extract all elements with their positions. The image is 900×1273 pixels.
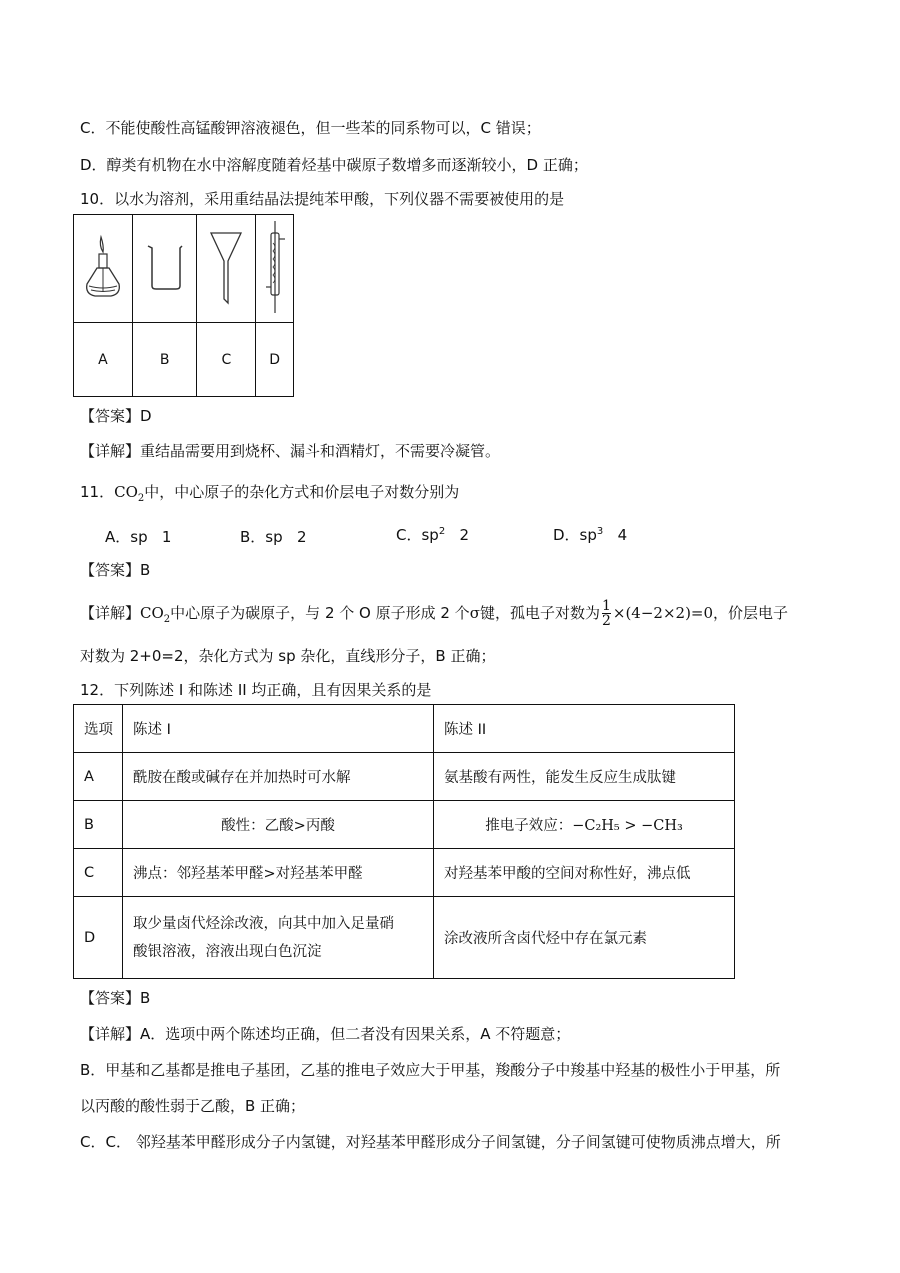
instrument-cell-b	[132, 215, 197, 323]
table-header-row	[74, 705, 735, 753]
instrument-label: A	[74, 323, 133, 397]
alcohol-lamp-icon	[81, 232, 125, 302]
table-row	[74, 897, 735, 979]
explanation-11: 【详解】$CO_2$中心原子为碳原子，与 2 个 O 原子形成 2 个σ键，孤电子对数为 $\frac{1}{2}$ ×(4−2×2)=0，价层电子	[80, 598, 789, 629]
instrument-table	[73, 214, 294, 397]
option-b: B．sp 2	[240, 528, 307, 546]
table-row	[74, 849, 735, 897]
answer-11: 【答案】B	[80, 561, 151, 579]
fraction: $\frac{1}{2}$	[601, 598, 611, 629]
answer-10: 【答案】D	[80, 407, 152, 425]
statement-1-cell: 酸性：乙酸>丙酸	[123, 801, 434, 849]
question-12: 12．下列陈述 I 和陈述 II 均正确，且有因果关系的是	[80, 681, 432, 699]
option-cell: B	[74, 801, 123, 849]
instrument-label: D	[256, 323, 294, 397]
statement-2-cell: 氨基酸有两性，能发生反应生成肽键	[434, 753, 735, 801]
option-cell: A	[74, 753, 123, 801]
explanation-11-cont: 对数为 2+0=2，杂化方式为 sp 杂化，直线形分子，B 正确；	[80, 647, 496, 665]
table-row	[74, 801, 735, 849]
text-line: C．不能使酸性高锰酸钾溶液褪色，但一些苯的同系物可以，C 错误；	[80, 119, 541, 137]
option-cell: C	[74, 849, 123, 897]
instrument-cell-d	[256, 215, 294, 323]
statement-1-cell: 取少量卤代烃涂改液，向其中加入足量硝 酸银溶液，溶液出现白色沉淀	[123, 897, 434, 979]
instrument-cell-c	[197, 215, 256, 323]
option-a: A．sp 1	[105, 528, 172, 546]
table-row	[74, 753, 735, 801]
explanation-10: 【详解】重结晶需要用到烧杯、漏斗和酒精灯，不需要冷凝管。	[80, 442, 501, 460]
option-d: D．$sp^3$ 4	[553, 526, 628, 544]
explanation-12-b: B．甲基和乙基都是推电子基团，乙基的推电子效应大于甲基，羧酸分子中羧基中羟基的极性小于甲基，所	[80, 1061, 781, 1079]
condenser-icon	[263, 219, 287, 315]
explanation-12-c: C．C． 邻羟基苯甲醛形成分子内氢键，对羟基苯甲醛形成分子间氢键，分子间氢键可使物质沸点增大，所	[80, 1133, 781, 1151]
header-cell: 陈述 I	[123, 705, 434, 753]
option-cell: D	[74, 897, 123, 979]
statement-1-cell: 沸点：邻羟基苯甲醛>对羟基苯甲醛	[123, 849, 434, 897]
answer-12: 【答案】B	[80, 989, 151, 1007]
statement-2-cell: 推电子效应：−C₂H₅ > −CH₃	[434, 801, 735, 849]
explanation-12-a: 【详解】A．选项中两个陈述均正确，但二者没有因果关系，A 不符题意；	[80, 1025, 571, 1043]
question-11: 11．$CO_2$中，中心原子的杂化方式和价层电子对数分别为	[80, 483, 460, 504]
instrument-cell-a	[74, 215, 133, 323]
question-10: 10．以水为溶剂，采用重结晶法提纯苯甲酸，下列仪器不需要被使用的是	[80, 190, 565, 208]
statement-1-cell: 酰胺在酸或碱存在并加热时可水解	[123, 753, 434, 801]
statement-table	[73, 704, 735, 979]
statement-2-cell: 涂改液所含卤代烃中存在氯元素	[434, 897, 735, 979]
explanation-12-b-cont: 以丙酸的酸性弱于乙酸，B 正确；	[80, 1097, 306, 1115]
header-cell: 陈述 II	[434, 705, 735, 753]
statement-2-cell: 对羟基苯甲酸的空间对称性好，沸点低	[434, 849, 735, 897]
funnel-icon	[208, 229, 244, 305]
instrument-label: B	[132, 323, 197, 397]
beaker-icon	[144, 242, 186, 292]
option-c: C．$sp^2$ 2	[396, 526, 470, 544]
instrument-label: C	[197, 323, 256, 397]
header-cell: 选项	[74, 705, 123, 753]
text-line: D．醇类有机物在水中溶解度随着烃基中碳原子数增多而逐渐较小，D 正确；	[80, 156, 588, 174]
